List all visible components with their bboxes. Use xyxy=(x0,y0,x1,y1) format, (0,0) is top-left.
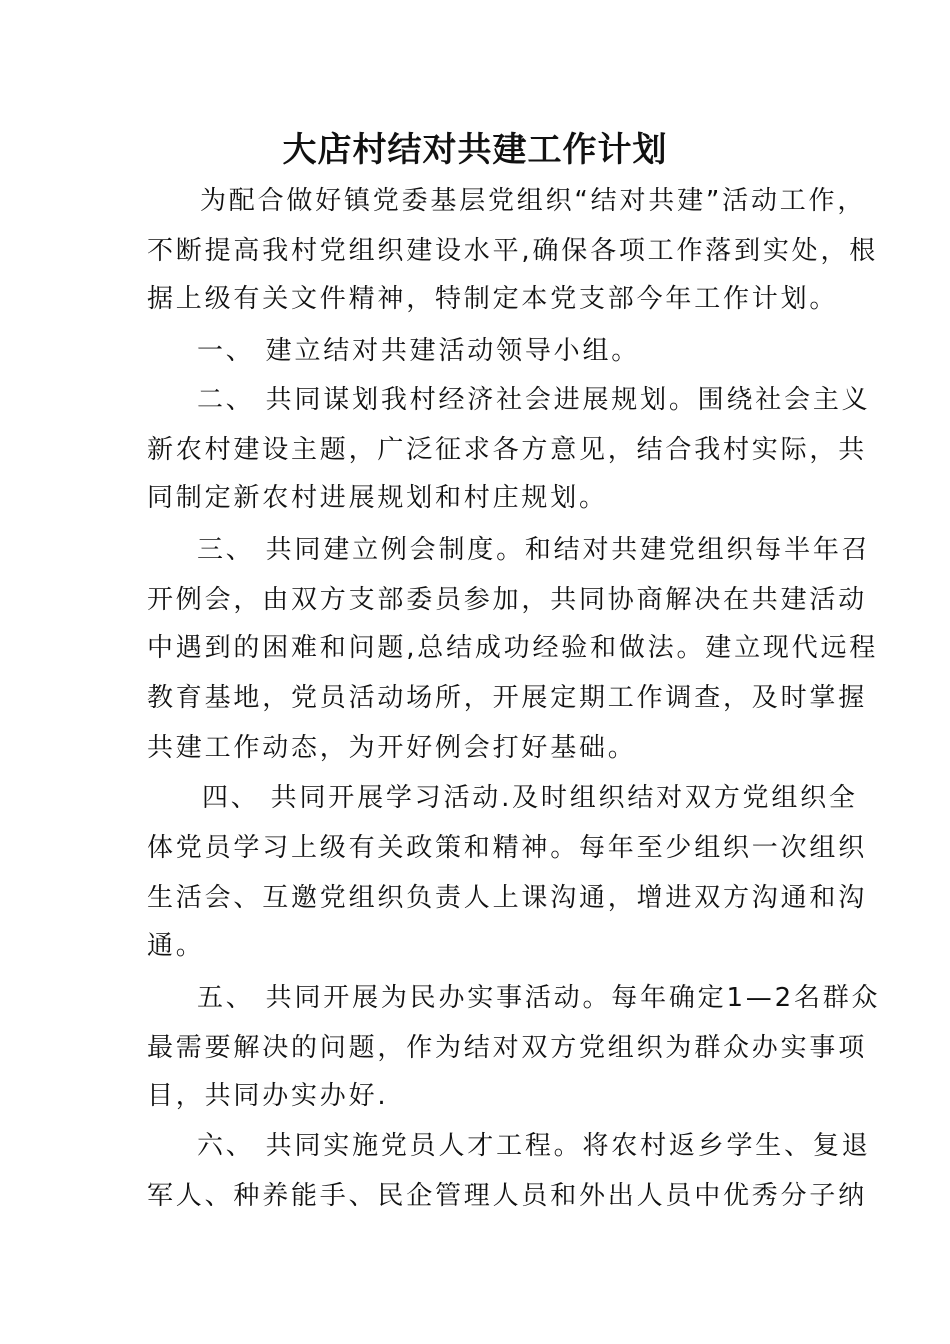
body-line: 生活会、互邀党组织负责人上课沟通，增进双方沟通和沟 xyxy=(147,883,868,913)
body-line: 新农村建设主题，广泛征求各方意见，结合我村实际，共 xyxy=(147,435,868,465)
body-line: 据上级有关文件精神，特制定本党支部今年工作计划。 xyxy=(147,284,839,314)
body-line: 共建工作动态，为开好例会打好基础。 xyxy=(147,733,637,763)
body-line: 五、 共同开展为民办实事活动。每年确定1—2名群众 xyxy=(197,983,881,1013)
body-line: 通。 xyxy=(147,931,205,961)
body-line: 最需要解决的问题，作为结对双方党组织为群众办实事项 xyxy=(147,1033,868,1063)
body-line: 四、 共同开展学习活动.及时组织结对双方党组织全 xyxy=(202,783,858,813)
body-line: 一、 建立结对共建活动领导小组。 xyxy=(197,336,641,366)
body-line: 教育基地，党员活动场所，开展定期工作调查，及时掌握 xyxy=(147,683,868,713)
body-line: 军人、种养能手、民企管理人员和外出人员中优秀分子纳 xyxy=(147,1181,868,1211)
body-line: 中遇到的困难和问题,总结成功经验和做法。建立现代远程 xyxy=(147,633,879,663)
body-line: 六、 共同实施党员人才工程。将农村返乡学生、复退 xyxy=(197,1131,871,1161)
body-line: 为配合做好镇党委基层党组织“结对共建”活动工作， xyxy=(200,186,867,216)
body-line: 体党员学习上级有关政策和精神。每年至少组织一次组织 xyxy=(147,833,868,863)
body-line: 三、 共同建立例会制度。和结对共建党组织每半年召 xyxy=(197,535,871,565)
body-line: 同制定新农村进展规划和村庄规划。 xyxy=(147,483,608,513)
body-line: 目，共同办实办好. xyxy=(147,1081,389,1111)
document-title: 大店村结对共建工作计划 xyxy=(282,130,668,170)
body-line: 二、 共同谋划我村经济社会进展规划。围绕社会主义 xyxy=(197,385,871,415)
body-line: 不断提高我村党组织建设水平,确保各项工作落到实处，根 xyxy=(147,236,879,266)
body-line: 开例会，由双方支部委员参加，共同协商解决在共建活动 xyxy=(147,585,868,615)
